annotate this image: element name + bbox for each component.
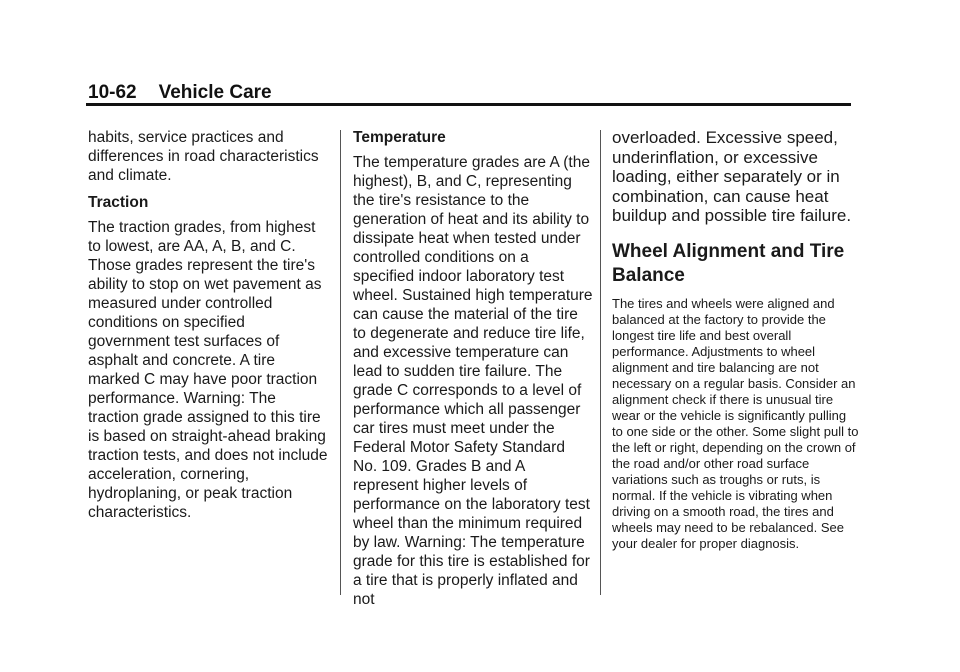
section-title: Vehicle Care [158, 82, 272, 103]
continued-paragraph: overloaded. Excessive speed, underinflation, or excessive loading, either separately or in combination, can cause heat buildup and possible tire failure. [612, 128, 852, 225]
intro-paragraph: habits, service practices and differences in road characteristics and climate. [88, 129, 319, 184]
temperature-paragraph: The temperature grades are A (the highest), B, and C, representing the tire's resistance to the generation of heat and its ability to dissipate heat when tested under controlled conditions on a specified indoor laboratory test wheel. Sustained high temperature can cause the material of the tire to degenerate and reduce tire life, and excessive temperature can lead to sudden tire failure. The grade C corresponds to a level of performance which all passenger car tires must meet under the Federal Motor Safety Standard No. 109. Grades B and A represent higher levels of performance on the laboratory test wheel than the minimum required by law. Warning: The temperature grade for this tire is established for a tire that is properly inflated and not [353, 154, 593, 608]
column-divider [600, 130, 601, 595]
alignment-paragraph: The tires and wheels were aligned and balanced at the factory to provide the longest tire life and best overall performance. Adjustments to wheel alignment and tire balancing are not necessary on a regular basis. Consider an alignment check if there is unusual tire wear or the vehicle is significantly pulling to one side or the other. Some slight pull to the left or right, depending on the crown of the road and/or other road surface variations such as troughs or ruts, is normal. If the vehicle is vibrating when driving on a smooth road, the tires and wheels may need to be rebalanced. See your dealer for proper diagnosis. [612, 295, 859, 551]
temperature-heading: Temperature [353, 129, 446, 146]
column-3 [612, 128, 860, 560]
page-header [88, 82, 272, 104]
header-rule [86, 103, 851, 106]
column-1 [88, 128, 328, 530]
column-2 [353, 128, 593, 617]
traction-paragraph: The traction grades, from highest to lowest, are AA, A, B, and C. Those grades represent the tire's ability to stop on wet pavement as measured under controlled conditions on specified government test surfaces of asphalt and concrete. A tire marked C may have poor traction performance. Warning: The traction grade assigned to this tire is based on straight-ahead braking traction tests, and does not include acceleration, cornering, hydroplaning, or peak traction characteristics. [88, 219, 328, 521]
column-divider [340, 130, 341, 595]
alignment-heading: Wheel Alignment and Tire Balance [612, 240, 845, 286]
traction-heading: Traction [88, 194, 149, 211]
page-number: 10-62 [88, 82, 137, 103]
